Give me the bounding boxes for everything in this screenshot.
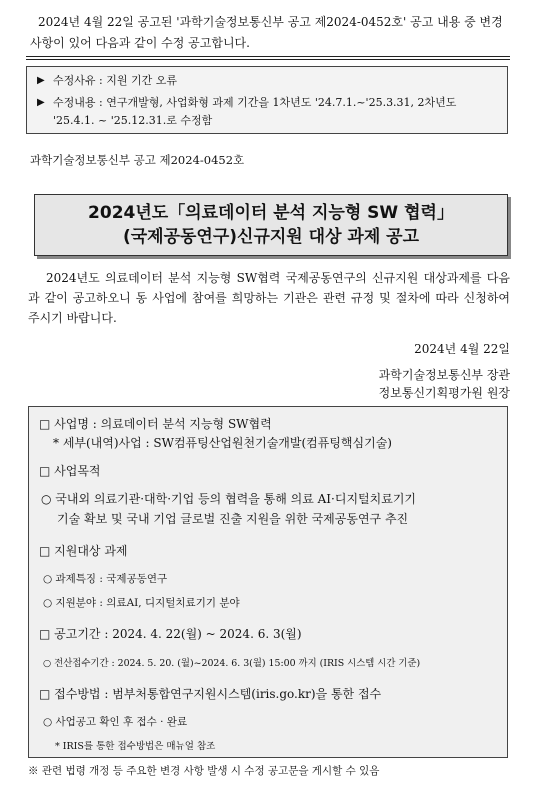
title-box [34,194,508,256]
amendment-content [37,94,497,130]
triangle-bullet-icon: ▶ [37,97,45,108]
method-heading: □ 접수방법 : 범부처통합연구지원시스템(iris.go.kr)을 통한 접수 [39,687,382,701]
signatory-1: 과학기술정보통신부 장관 [378,368,510,382]
title-line-2: (국제공동연구)신규지원 대상 과제 공고 [122,227,420,247]
method-item: ○ 사업공고 확인 후 접수 · 완료 [43,716,188,728]
details-box [28,406,508,758]
triangle-bullet-icon: ▶ [37,75,45,86]
sub-project: * 세부(내역)사업 : SW컴퓨팅산업원천기술개발(컴퓨팅핵심기술) [53,436,392,450]
project-name: □ 사업명 : 의료데이터 분석 지능형 SW협력 [39,417,272,431]
document-number: 과학기술정보통신부 공고 제2024-0452호 [30,153,245,167]
signatory-2: 정보통신기획평가원 원장 [378,386,510,400]
period-detail: ○ 전산접수기간 : 2024. 5. 20. (월)~2024. 6. 3(월) 15:00 까지 (IRIS 시스템 시간 기준) [43,658,421,669]
target-feature: ○ 과제특징 : 국제공동연구 [43,573,168,585]
target-heading: □ 지원대상 과제 [39,544,128,558]
amendment-box [26,66,508,134]
intro-paragraph: 2024년도 의료데이터 분석 지능형 SW협력 국제공동연구의 신규지원 대상과제를 다음과 같이 공고하오니 동 사업에 참여를 희망하는 기관은 관련 규정 및 절차에 따라 신청하여 주시기 바랍니다. [28,271,510,325]
target-field: ○ 지원분야 : 의료AI, 디지털치료기기 분야 [43,597,240,609]
period-heading: □ 공고기간 : 2024. 4. 22(월) ~ 2024. 6. 3(월) [39,627,302,641]
purpose-item-line-2: 기술 확보 및 국내 기업 글로벌 진출 지원을 위한 국제공동연구 추진 [57,512,409,526]
method-note: * IRIS를 통한 접수방법은 매뉴얼 참조 [55,741,216,752]
footnote: ※ 관련 법령 개정 등 주요한 변경 사항 발생 시 수정 공고문을 게시할 수 있음 [28,765,380,777]
amendment-reason [37,72,497,90]
purpose-item-line-1: ○ 국내외 의료기관·대학·기업 등의 협력을 통해 의료 AI·디지털치료기기 [41,492,417,506]
purpose-heading: □ 사업목적 [39,464,101,478]
announcement-date: 2024년 4월 22일 [414,342,510,356]
title-line-1: 2024년도「의료데이터 분석 지능형 SW 협력」 [88,203,454,223]
double-divider [26,56,510,60]
amendment-notice: 2024년 4월 22일 공고된 '과학기술정보통신부 공고 제2024-0452호' 공고 내용 중 변경 사항이 있어 다음과 같이 수정 공고합니다. [30,15,503,50]
amendment-reason-text: 수정사유 : 지원 기간 오류 [53,74,177,87]
amendment-content-text: 수정내용 : 연구개발형, 사업화형 과제 기간을 1차년도 '24.7.1.~'25.3.31, 2차년도 '25.4.1. ~ '25.12.31.로 수정함 [53,96,457,127]
